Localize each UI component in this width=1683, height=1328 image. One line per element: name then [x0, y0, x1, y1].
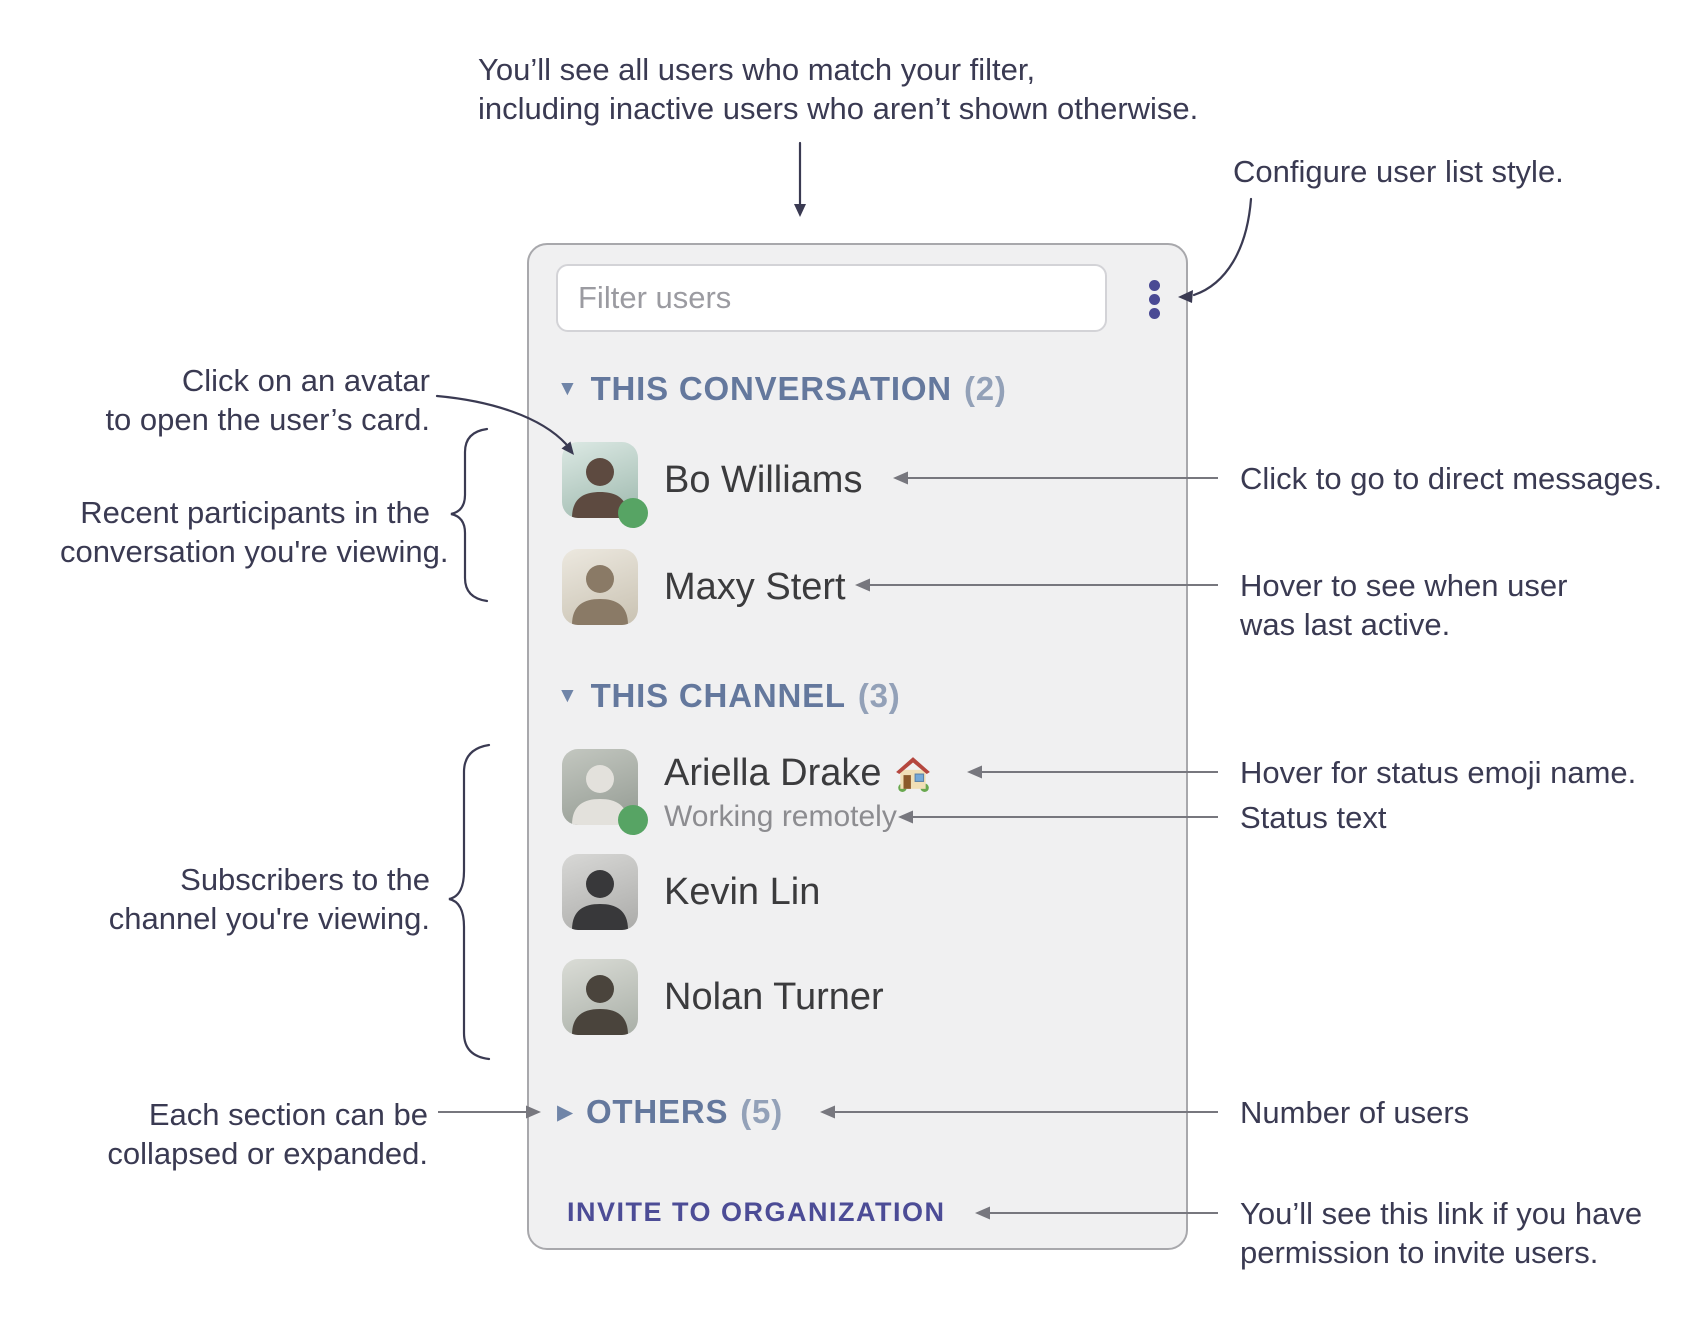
invite-note: [1240, 1194, 1642, 1272]
subscribers-note: [90, 860, 430, 938]
section-label: THIS CHANNEL: [590, 677, 846, 714]
chevron-down-icon: ▼: [557, 684, 579, 707]
subscribers-line2: channel you're viewing.: [108, 901, 430, 936]
kebab-dot: [1149, 280, 1160, 291]
recent-note-line1: Recent participants in the: [80, 495, 430, 530]
recent-note-line2: conversation you're viewing.: [60, 534, 449, 569]
recent-participants-note: [60, 493, 449, 571]
user-status-text: Working remotely: [664, 800, 897, 833]
section-label: OTHERS: [585, 1093, 729, 1130]
configure-note: [1233, 152, 1564, 191]
collapse-line1: Each section can be: [148, 1097, 428, 1132]
dm-note-text: Click to go to direct messages.: [1240, 461, 1663, 496]
avatar-note-line1: Click on an avatar: [181, 363, 430, 398]
filter-note: [478, 50, 1198, 128]
status-text-label: Status text: [1240, 800, 1387, 835]
avatar-kevin-lin[interactable]: [562, 854, 638, 930]
user-list-panel: [527, 243, 1188, 1250]
kebab-dot: [1149, 308, 1160, 319]
user-list-kebab-menu-icon[interactable]: [1149, 280, 1160, 319]
configure-note-text: Configure user list style.: [1233, 154, 1564, 189]
user-name[interactable]: Ariella Drake: [664, 752, 882, 794]
count-note-text: Number of users: [1240, 1095, 1470, 1130]
user-row-kevin-lin: [562, 854, 820, 930]
avatar-maxy-stert[interactable]: [562, 549, 638, 625]
section-label: THIS CONVERSATION: [590, 370, 952, 407]
user-name[interactable]: Maxy Stert: [664, 565, 846, 608]
user-row-bo-williams: [562, 442, 862, 518]
avatar-ariella-drake[interactable]: [562, 749, 638, 825]
user-row-nolan-turner: [562, 959, 884, 1035]
configure-curve: [1194, 199, 1251, 295]
section-header-this-conversation[interactable]: [557, 370, 1007, 408]
chevron-down-icon: ▼: [557, 377, 579, 400]
section-header-others[interactable]: [557, 1093, 783, 1131]
user-name[interactable]: Bo Williams: [664, 458, 863, 501]
online-indicator: [618, 498, 648, 528]
emoji-name-text: Hover for status emoji name.: [1240, 755, 1637, 790]
filter-note-line1: You’ll see all users who match your filter,: [478, 52, 1036, 87]
avatar-nolan-turner[interactable]: [562, 959, 638, 1035]
person-silhouette-icon: [562, 854, 638, 930]
section-header-this-channel[interactable]: [557, 677, 901, 715]
dm-note: [1240, 459, 1662, 498]
filter-note-line2: including inactive users who aren’t shown otherwise.: [478, 91, 1199, 126]
avatar-note-line2: to open the user’s card.: [105, 402, 430, 437]
section-count: (5): [740, 1093, 783, 1130]
emoji-name-note: [1240, 753, 1636, 792]
user-name[interactable]: Kevin Lin: [664, 870, 821, 913]
online-indicator: [618, 805, 648, 835]
invite-note-line1: You’ll see this link if you have: [1240, 1196, 1643, 1231]
user-row-ariella-drake: [562, 749, 932, 833]
kebab-dot: [1149, 294, 1160, 305]
status-text-note: [1240, 798, 1386, 837]
avatar-bo-williams[interactable]: [562, 442, 638, 518]
person-silhouette-icon: [562, 549, 638, 625]
conversation-brace: [451, 429, 487, 601]
last-active-note: [1240, 566, 1567, 644]
user-name[interactable]: Nolan Turner: [664, 975, 884, 1018]
person-silhouette-icon: [562, 959, 638, 1035]
chevron-right-icon: ▶: [557, 1100, 574, 1124]
collapse-line2: collapsed or expanded.: [107, 1136, 428, 1171]
status-emoji-house-icon[interactable]: [894, 754, 932, 792]
avatar-note: [90, 361, 430, 439]
invite-to-organization-link[interactable]: INVITE TO ORGANIZATION: [567, 1197, 946, 1227]
user-text-block: [664, 751, 932, 837]
section-count: (2): [963, 370, 1007, 407]
last-active-line1: Hover to see when user: [1240, 568, 1568, 603]
count-note: [1240, 1093, 1469, 1132]
last-active-line2: was last active.: [1240, 607, 1451, 642]
collapse-note: [88, 1095, 428, 1173]
invite-note-line2: permission to invite users.: [1240, 1235, 1599, 1270]
section-count: (3): [857, 677, 901, 714]
user-row-maxy-stert: [562, 549, 846, 625]
subscribers-line1: Subscribers to the: [180, 862, 430, 897]
channel-brace: [449, 745, 489, 1059]
filter-users-input[interactable]: [556, 264, 1107, 332]
